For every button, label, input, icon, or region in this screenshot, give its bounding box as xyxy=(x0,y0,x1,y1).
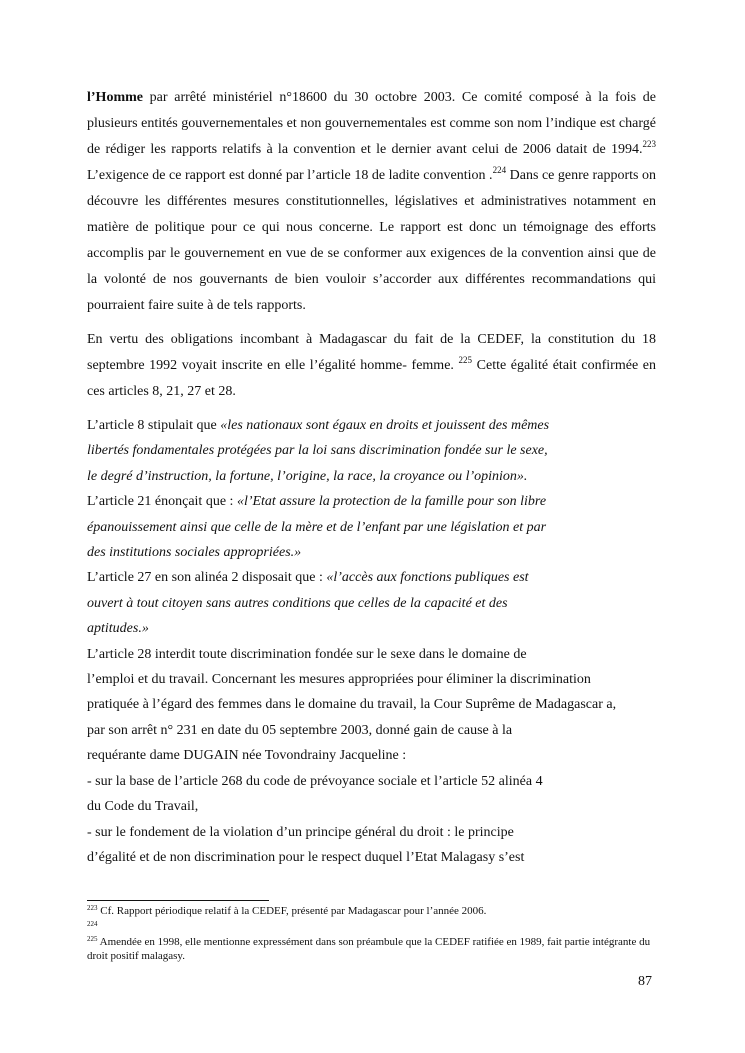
page-body xyxy=(87,85,656,870)
text-line xyxy=(87,820,656,845)
paragraph-committee-report xyxy=(87,85,656,319)
footnote-number: 224 xyxy=(87,919,98,928)
text-line xyxy=(87,565,656,590)
line-plain: L’article 21 énonçait que : xyxy=(87,494,237,510)
paragraph-text: Dans ce genre rapports on découvre les différentes mesures constitutionnelles, législatives et administratives notamment en matière de politique pour ce qui nous concerne. Le rapport est donc un témoignage des efforts accomplis par le gouvernement en vue de se conformer aux exigences de la convention ainsi que de la volonté de nos gouvernants de bien vouloir s’accorder aux différentes recommandations qui pourraient faire suite à de tels rapports. xyxy=(87,168,656,313)
paragraph-text: En vertu des obligations incombant à Madagascar du fait de la CEDEF, la constitution du 18 septembre 1992 voyait inscrite en elle l’égalité homme- femme. xyxy=(87,332,656,373)
text-line xyxy=(87,616,656,641)
text-line xyxy=(87,464,656,489)
footnote-number: 223 xyxy=(87,904,98,912)
text-line xyxy=(87,769,656,794)
text-line xyxy=(87,515,656,540)
text-line xyxy=(87,845,656,870)
line-plain: L’article 27 en son alinéa 2 disposait que : xyxy=(87,570,327,586)
paragraph-text: L’exigence de ce rapport est donné par l’article 18 de ladite convention . xyxy=(87,168,493,183)
text-line xyxy=(87,489,656,514)
line-quote: «les nationaux sont égaux en droits et jouissent des mêmes xyxy=(220,418,550,433)
text-line xyxy=(87,413,656,438)
text-line xyxy=(87,718,656,743)
footnote-text: Amendée en 1998, elle mentionne expressément dans son préambule que la CEDEF ratifiée en 1989, fait partie intégrante du droit positif malagasy. xyxy=(87,936,651,962)
line-quote: ouvert à tout citoyen sans autres conditions que celles de la capacité et des xyxy=(87,595,508,611)
line-plain: requérante dame DUGAIN née Tovondrainy Jacqueline : xyxy=(87,748,407,764)
line-plain: pratiquée à l’égard des femmes dans le domaine du travail, la Cour Suprême de Madagascar a, xyxy=(87,697,617,713)
paragraph-text: Cette égalité était confirmée en ces articles 8, 21, 27 et 28. xyxy=(87,358,656,399)
footnotes xyxy=(87,905,656,965)
line-plain: - sur la base de l’article 268 du code de prévoyance sociale et l’article 52 alinéa 4 xyxy=(87,773,543,789)
line-quote: libertés fondamentales protégées par la loi sans discrimination fondée sur le sexe, xyxy=(87,443,548,459)
line-plain: L’article 8 stipulait que xyxy=(87,418,221,433)
bold-term-homme: l’Homme xyxy=(87,90,143,105)
articles-block xyxy=(87,413,656,870)
paragraph-text: par arrêté ministériel n°18600 du 30 octobre 2003. Ce comité composé à la fois de plusieurs entités gouvernementales et non gouvernementales est comme son nom l’indique est chargé de rédiger les rapports relatifs à la convention et le dernier avant celui de 2006 datait de 1994. xyxy=(87,90,656,157)
paragraph-cedef-constitution xyxy=(87,327,656,405)
line-plain: l’emploi et du travail. Concernant les mesures appropriées pour éliminer la discrimination xyxy=(87,672,591,688)
footnote-225 xyxy=(87,936,656,963)
text-line xyxy=(87,692,656,717)
text-line xyxy=(87,743,656,768)
footnote-number: 225 xyxy=(87,935,98,943)
text-line xyxy=(87,591,656,616)
text-line xyxy=(87,667,656,692)
line-quote: le degré d’instruction, la fortune, l’origine, la race, la croyance ou l’opinion». xyxy=(87,468,528,484)
line-plain: L’article 28 interdit toute discrimination fondée sur le sexe dans le domaine de xyxy=(87,646,527,662)
line-quote: épanouissement ainsi que celle de la mère et de l’enfant par une législation et par xyxy=(87,519,547,535)
line-quote: «l’accès aux fonctions publiques est xyxy=(326,570,529,586)
text-line xyxy=(87,642,656,667)
footnote-ref-225[interactable]: 225 xyxy=(458,355,473,365)
line-quote: «l’Etat assure la protection de la famille pour son libre xyxy=(236,494,547,510)
line-quote: des institutions sociales appropriées.» xyxy=(87,545,302,561)
line-plain: - sur le fondement de la violation d’un principe général du droit : le principe xyxy=(87,824,514,840)
line-quote: aptitudes.» xyxy=(87,621,149,637)
text-line xyxy=(87,438,656,463)
footnote-223 xyxy=(87,905,656,919)
page-number: 87 xyxy=(638,974,652,989)
footnote-divider xyxy=(87,900,269,901)
line-plain: du Code du Travail, xyxy=(87,799,199,815)
line-plain: par son arrêt n° 231 en date du 05 septembre 2003, donné gain de cause à la xyxy=(87,722,513,738)
footnote-ref-224[interactable]: 224 xyxy=(492,165,507,175)
text-line xyxy=(87,540,656,565)
footnote-text: Cf. Rapport périodique relatif à la CEDEF, présenté par Madagascar pour l’année 2006. xyxy=(97,905,487,917)
footnote-224 xyxy=(87,921,656,935)
line-plain: d’égalité et de non discrimination pour le respect duquel l’Etat Malagasy s’est xyxy=(87,849,525,865)
text-line xyxy=(87,794,656,819)
footnote-ref-223[interactable]: 223 xyxy=(642,139,656,149)
